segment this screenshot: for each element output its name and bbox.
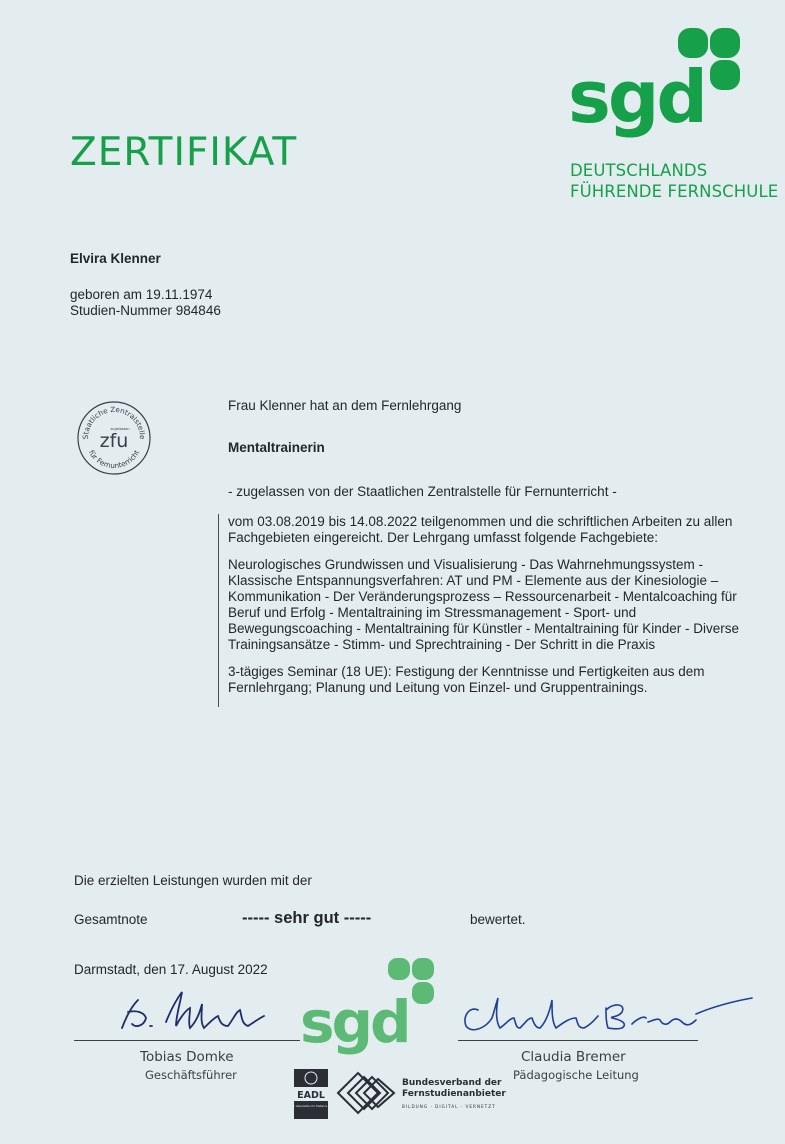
zfu-seal [76, 400, 152, 476]
tagline-line-1: DEUTSCHLANDS [570, 161, 708, 180]
bundesverband-logo [334, 1068, 504, 1118]
signature-bremer [465, 998, 752, 1030]
recipient-name: Elvira Klenner [70, 251, 161, 266]
bundesverband-sub: BILDUNG · DIGITAL · VERNETZT [402, 1104, 496, 1109]
seminar-text: 3-tägiges Seminar (18 UE): Festigung der Kenntnisse und Fertigkeiten aus dem Fernlehrgang; Planung und Leitung von Einzel- und Gruppentrainings. [228, 664, 705, 695]
brand-tagline [570, 160, 779, 202]
grade-value: ----- sehr gut ----- [242, 909, 372, 927]
seal-mark: zfu [99, 430, 129, 452]
student-number: Studien-Nummer 984846 [70, 303, 221, 318]
signer-name-2: Claudia Bremer [521, 1049, 626, 1065]
participation-text: vom 03.08.2019 bis 14.08.2022 teilgenommen und die schriftlichen Arbeiten zu allen Fachgebieten eingereicht. Der Lehrgang umfasst folgende Fachgebiete: [228, 514, 733, 545]
birth-date: geboren am 19.11.1974 [70, 287, 213, 302]
signer-name-1: Tobias Domke [140, 1049, 234, 1065]
signature-line-left [74, 1040, 300, 1041]
grade-suffix: bewertet. [470, 912, 526, 927]
grade-intro: Die erzielten Leistungen wurden mit der [74, 873, 312, 888]
bundesverband-line-1: Bundesverband der [402, 1078, 502, 1088]
course-approval: - zugelassen von der Staatlichen Zentralstelle für Fernunterricht - [228, 484, 617, 499]
seal-arc-top: Staatliche Zentralstelle [80, 404, 148, 440]
course-name: Mentaltrainerin [228, 440, 325, 455]
course-intro: Frau Klenner hat an dem Fernlehrgang [228, 398, 462, 413]
place-date: Darmstadt, den 17. August 2022 [74, 962, 268, 977]
sgd-logo [566, 26, 746, 139]
eadl-logo [282, 1068, 340, 1120]
tagline-line-2: FÜHRENDE FERNSCHULE [570, 182, 779, 201]
signature-line-right [458, 1040, 698, 1041]
signer-role-2: Pädagogische Leitung [513, 1068, 639, 1082]
recipient-info [70, 287, 221, 319]
svg-text:Bundesverband der Fernstud [402, 1078, 506, 1099]
sgd-stamp [296, 956, 446, 1056]
signer-role-1: Geschäftsführer [145, 1068, 237, 1082]
signature-domke [110, 982, 280, 1038]
certificate-title: ZERTIFIKAT [70, 130, 298, 175]
eadl-text: EADL [297, 1090, 325, 1101]
sgd-logo-text: sgd [568, 55, 705, 139]
seal-arc-bottom: für Fernunterricht [86, 448, 142, 471]
bundesverband-line-2: Fernstudienanbieter [402, 1089, 506, 1099]
seal-small-text: zugelassen [110, 427, 130, 431]
grade-label: Gesamtnote [74, 912, 148, 927]
course-details [218, 514, 748, 707]
subjects-text: Neurologisches Grundwissen und Visualisierung - Das Wahrnehmungssystem - Klassische Entspannungsverfahren: AT und PM - Elemente aus der Kinesiologie – Kommunikation - Der Veränderungsprozess – Ressourcenarbeit - Mentalcoaching für Beruf und Erfolg - Mentaltraining im Stressmanagement - Sport- und Bewegungscoaching - Mentaltraining für Künstler - Mentaltraining für Kinder - Diverse Trainingsansätze - Stimm- und Sprechtraining - Der Schritt in die Praxis [228, 557, 739, 652]
stamp-text: sgd [300, 988, 409, 1056]
eadl-sub-text: European Association for Distance Learning [282, 1105, 340, 1108]
